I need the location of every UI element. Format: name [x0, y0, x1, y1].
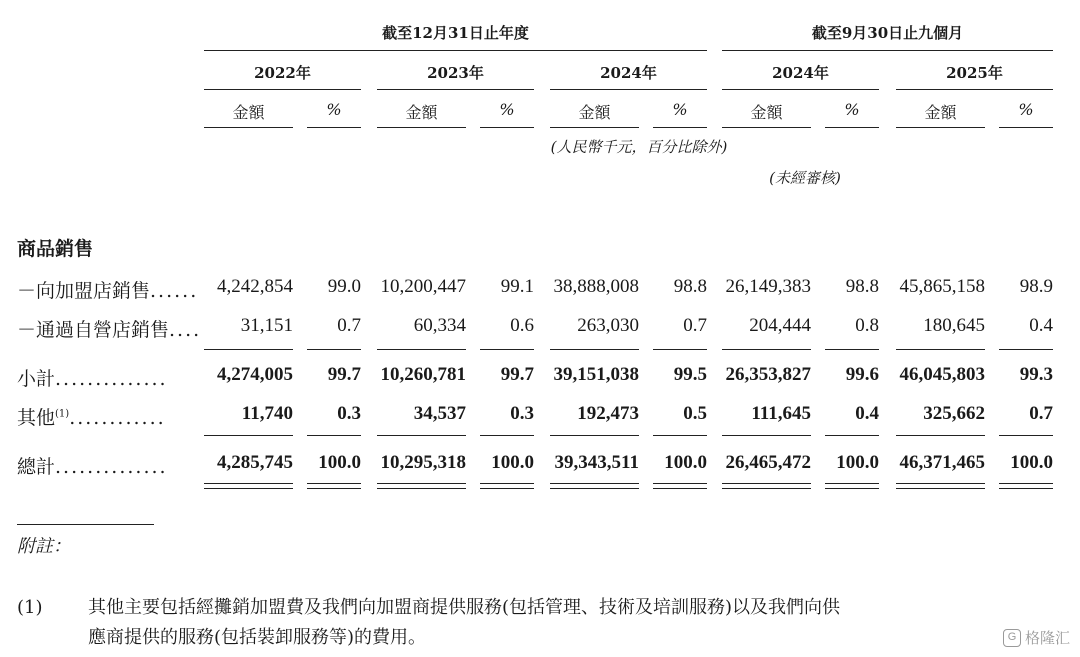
- total-rule: [825, 435, 879, 436]
- subtotal-rule: [480, 349, 534, 350]
- cell-subtotal-pct: 99.5: [673, 364, 707, 385]
- pct-header: %: [844, 100, 860, 119]
- watermark: [1003, 627, 1070, 648]
- row-label-others: 其他$^{(1)}$............: [17, 407, 166, 429]
- year-header-2023: 2023年: [427, 64, 484, 82]
- cell-subtotal-amount: 4,274,005: [217, 364, 293, 385]
- year-header-2022: 2022年: [254, 64, 311, 82]
- pct-header: %: [326, 100, 342, 119]
- cell-subtotal-pct: 99.7: [500, 364, 534, 385]
- cell-total-amount: 39,343,511: [554, 452, 639, 473]
- cell-franchise-sales-pct: 99.1: [500, 276, 534, 297]
- group-rule-nine-months: [722, 50, 1053, 51]
- double-rule: [999, 483, 1053, 484]
- cell-total-amount: 26,465,472: [725, 452, 811, 473]
- double-rule: [550, 488, 639, 489]
- cell-total-amount: 46,371,465: [899, 452, 985, 473]
- double-rule: [999, 488, 1053, 489]
- cell-total-amount: 4,285,745: [217, 452, 293, 473]
- double-rule: [377, 483, 466, 484]
- cell-others-pct: 0.7: [1029, 403, 1053, 424]
- year-rule: [722, 89, 879, 90]
- total-rule: [896, 435, 985, 436]
- cell-self-operated-sales-pct: 0.4: [1029, 315, 1053, 336]
- double-rule: [653, 483, 707, 484]
- double-rule: [377, 488, 466, 489]
- amount-header: 金額: [924, 103, 957, 122]
- cell-subtotal-amount: 26,353,827: [725, 364, 811, 385]
- subtotal-rule: [377, 349, 466, 350]
- cell-total-pct: 100.0: [836, 452, 879, 473]
- footnote-line-2: 應商提供的服務(包括裝卸服務等)的費用。: [88, 627, 427, 648]
- cell-others-amount: 11,740: [241, 403, 293, 424]
- subtotal-rule: [825, 349, 879, 350]
- cell-self-operated-sales-amount: 204,444: [749, 315, 811, 336]
- row-label-total: 總計..............: [17, 456, 168, 478]
- sub-rule: [480, 127, 534, 128]
- year-rule: [896, 89, 1053, 90]
- amount-header: 金額: [578, 103, 611, 122]
- double-rule: [896, 488, 985, 489]
- amount-header: 金額: [405, 103, 438, 122]
- double-rule: [204, 483, 293, 484]
- cell-subtotal-amount: 10,260,781: [380, 364, 466, 385]
- cell-franchise-sales-pct: 98.8: [673, 276, 707, 297]
- double-rule: [825, 488, 879, 489]
- gelonghui-logo-icon: G: [1003, 629, 1021, 647]
- pct-header: %: [672, 100, 688, 119]
- total-rule: [377, 435, 466, 436]
- subtotal-rule: [204, 349, 293, 350]
- year-rule: [204, 89, 361, 90]
- subtotal-rule: [550, 349, 639, 350]
- amount-header: 金額: [232, 103, 265, 122]
- sub-rule: [377, 127, 466, 128]
- cell-self-operated-sales-pct: 0.7: [337, 315, 361, 336]
- sub-rule: [999, 127, 1053, 128]
- pct-header: %: [1018, 100, 1034, 119]
- unit-note: (人民幣千元，百分比除外): [550, 138, 728, 156]
- subtotal-rule: [653, 349, 707, 350]
- double-rule: [653, 488, 707, 489]
- cell-others-amount: 111,645: [751, 403, 811, 424]
- cell-self-operated-sales-amount: 31,151: [240, 315, 293, 336]
- row-label-franchise-sales: －向加盟店銷售......: [17, 280, 199, 302]
- section-title: 商品銷售: [17, 238, 94, 260]
- subtotal-rule: [307, 349, 361, 350]
- sub-rule: [722, 127, 811, 128]
- cell-subtotal-pct: 99.3: [1019, 364, 1053, 385]
- total-rule: [722, 435, 811, 436]
- footnote-number: (1): [17, 597, 43, 618]
- subtotal-rule: [999, 349, 1053, 350]
- cell-franchise-sales-amount: 45,865,158: [899, 276, 985, 297]
- footnote-line-1: 其他主要包括經攤銷加盟費及我們向加盟商提供服務(包括管理、技術及培訓服務)以及我們向供: [88, 597, 841, 618]
- cell-subtotal-amount: 39,151,038: [553, 364, 639, 385]
- year-rule: [550, 89, 707, 90]
- total-rule: [480, 435, 534, 436]
- cell-subtotal-amount: 46,045,803: [899, 364, 985, 385]
- total-rule: [307, 435, 361, 436]
- sub-rule: [825, 127, 879, 128]
- cell-self-operated-sales-pct: 0.8: [855, 315, 879, 336]
- sub-rule: [653, 127, 707, 128]
- row-label-subtotal: 小計..............: [17, 368, 168, 390]
- subtotal-rule: [896, 349, 985, 350]
- cell-others-pct: 0.4: [855, 403, 879, 424]
- year-header-2025: 2025年: [946, 64, 1003, 82]
- cell-self-operated-sales-amount: 180,645: [923, 315, 985, 336]
- subtotal-rule: [722, 349, 811, 350]
- double-rule: [896, 483, 985, 484]
- cell-franchise-sales-amount: 38,888,008: [553, 276, 639, 297]
- watermark-text: 格隆汇: [1025, 630, 1071, 647]
- cell-total-pct: 100.0: [664, 452, 707, 473]
- total-rule: [999, 435, 1053, 436]
- cell-franchise-sales-amount: 26,149,383: [725, 276, 811, 297]
- group-header-years: 截至12月31日止年度: [382, 24, 529, 42]
- cell-self-operated-sales-pct: 0.6: [510, 315, 534, 336]
- cell-self-operated-sales-pct: 0.7: [683, 315, 707, 336]
- cell-total-amount: 10,295,318: [380, 452, 466, 473]
- double-rule: [550, 483, 639, 484]
- cell-total-pct: 100.0: [1010, 452, 1053, 473]
- unaudited-note: (未經審核): [769, 169, 841, 187]
- double-rule: [825, 483, 879, 484]
- footnote-separator: [17, 524, 154, 525]
- cell-total-pct: 100.0: [491, 452, 534, 473]
- cell-subtotal-pct: 99.7: [327, 364, 361, 385]
- cell-others-pct: 0.5: [683, 403, 707, 424]
- double-rule: [480, 488, 534, 489]
- double-rule: [307, 488, 361, 489]
- cell-others-amount: 34,537: [413, 403, 466, 424]
- cell-franchise-sales-amount: 4,242,854: [217, 276, 293, 297]
- double-rule: [722, 488, 811, 489]
- row-label-self-operated-sales: －通過自營店銷售....: [17, 319, 202, 341]
- cell-franchise-sales-pct: 99.0: [327, 276, 361, 297]
- pct-header: %: [499, 100, 515, 119]
- sub-rule: [307, 127, 361, 128]
- double-rule: [204, 488, 293, 489]
- cell-self-operated-sales-amount: 263,030: [577, 315, 639, 336]
- sub-rule: [896, 127, 985, 128]
- year-rule: [377, 89, 534, 90]
- footnote-title: 附註：: [17, 536, 71, 557]
- cell-others-amount: 325,662: [923, 403, 985, 424]
- group-rule-years: [204, 50, 707, 51]
- cell-others-pct: 0.3: [510, 403, 534, 424]
- sub-rule: [550, 127, 639, 128]
- cell-subtotal-pct: 99.6: [845, 364, 879, 385]
- sub-rule: [204, 127, 293, 128]
- cell-others-pct: 0.3: [337, 403, 361, 424]
- amount-header: 金額: [750, 103, 783, 122]
- cell-self-operated-sales-amount: 60,334: [413, 315, 466, 336]
- cell-franchise-sales-pct: 98.8: [845, 276, 879, 297]
- year-header-2024-nine-months: 2024年: [772, 64, 829, 82]
- double-rule: [480, 483, 534, 484]
- double-rule: [722, 483, 811, 484]
- cell-others-amount: 192,473: [577, 403, 639, 424]
- total-rule: [550, 435, 639, 436]
- cell-franchise-sales-amount: 10,200,447: [380, 276, 466, 297]
- double-rule: [307, 483, 361, 484]
- year-header-2024: 2024年: [600, 64, 657, 82]
- cell-total-pct: 100.0: [318, 452, 361, 473]
- total-rule: [653, 435, 707, 436]
- cell-franchise-sales-pct: 98.9: [1019, 276, 1053, 297]
- group-header-nine-months: 截至9月30日止九個月: [811, 24, 964, 42]
- total-rule: [204, 435, 293, 436]
